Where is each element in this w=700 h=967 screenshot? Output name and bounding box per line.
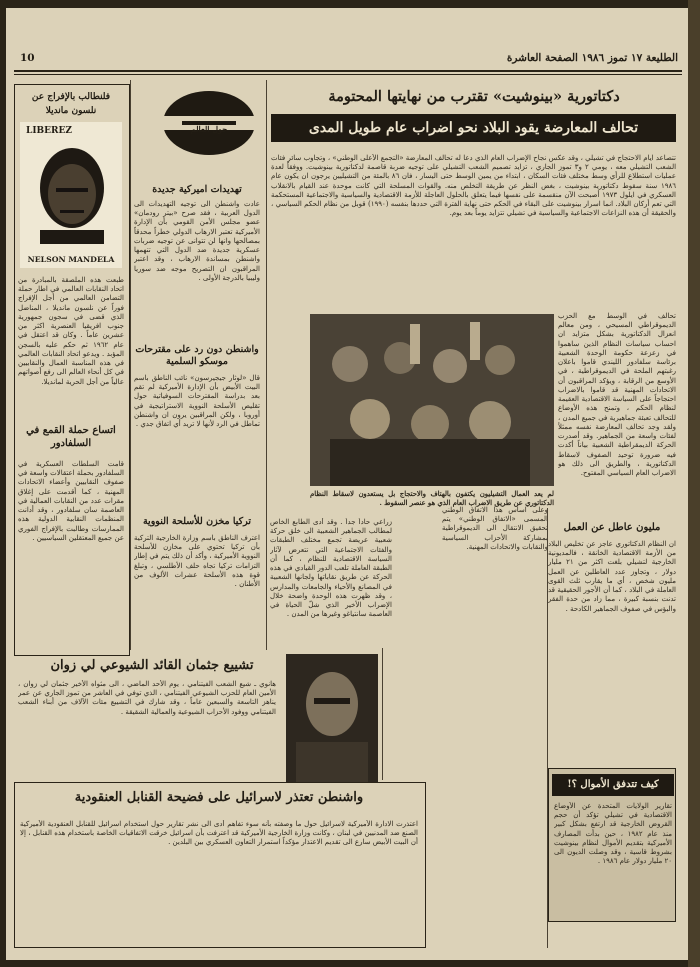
- lead-kicker: دكتاتورية «بينوشيت» تقترب من نهايتها المحتومة: [328, 88, 620, 105]
- newspaper-page: [6, 8, 688, 960]
- le-duan-photo: [286, 654, 378, 782]
- salvador-headline: اتساع حملة القمع في السلفادور: [26, 425, 116, 449]
- logo-label: حول العالم: [190, 124, 228, 134]
- mandela-poster: [20, 122, 122, 268]
- column-rule: [266, 80, 267, 650]
- chile-debt-headline: مليون عاطل عن العمل: [563, 522, 661, 533]
- israel-bombs-headline: واشنطن تعتذر لاسرائيل على فضيحة القنابل العنقودية: [74, 790, 364, 805]
- lead-body: تتصاعد ايام الاحتجاج في تشيلي ، وقد عكس نجاح الإضراب العام الذي دعا له تحالف المعارضة «التجمع الأعلى الوطني» ، وتجاوب سائر فئات الشعب التشيلي معه ، يومي ٢ و٣ تموز الجاري ، تزايد تصميم الشعب التشيلي على توجيه ضربة قاصمة لدكتاتورية بينوشيت. ووفقاً لعدة عمليات استطلاع للرأي وسط مختلف فئات السكان ، ابتداء من يمين الوسط حتى اليسار ، فان ٨٦ بالمئة من التشيليين يرجون ان يكون عام ١٩٨٦ سنة سقوط دكتاتورية بينوشيت ، بغض النظر عن طريقة التخلص منه. والقوات المسلحة التي كانت موحدة عند القيام بالانقلاب العسكري في ايلول ١٩٧٣ أصبحت الآن منقسمة على نفسها فيما يتعلق بالحلول العاجلة للأزمة الاقتصادية والسياسية والاجتماعية المستحكمة التي تعم أركان البلاد. انما اسرار بينوشيت على البقاء في الحكم حتى نهاية الفترة التي حددها بنفسه (١٩٩٠) قوبل من نظام الحكم السياسي ، والحقيقة أن هذه النزاعات الاجتماعية والسياسية في تشيلي تتزايد يوماً بعد يوم.: [271, 154, 676, 218]
- chile-middle-body: زراعي حاداً جداً . وقد أدى الطابع الخاص لمطالب الجماهير الشعبية الى خلق حركة شعبية عريضة تجمع مختلف الطبقات والفئات الاجتماعية التي تتعرض لآثار السياسة الاقتصادية للنظام ، كما أن الطبقة العاملة تلعب الدور القيادي في هذه الحركة عن طريق نقاباتها ولجانها الشعبية في المصانع والأحياء والجامعات والمدارس ، وقد ظهرت هذه الوحدة واضحة خلال الإضراب الأخير الذي شلّ الحياة في العاصمة سانتياغو وغيرها من المدن .: [270, 518, 392, 619]
- globe-icon: [154, 88, 264, 158]
- page-number: 10: [20, 52, 35, 64]
- turkey-headline: تركيا مخزن للأسلحة النووية: [142, 516, 252, 527]
- funds-body: تقارير الولايات المتحدة عن الأوضاع الاقتصادية في تشيلي تؤكد أن حجم القروض الخارجية قد ارتفع بشكل كبير منذ عام ١٩٨٢ ، حين بدأت المصارف الأميركية بتقديم الأموال لنظام بينوشيت بشروط قاسية ، وقد وصلت الديون الى ٢٠ مليار دولار عام ١٩٨٦ .: [554, 802, 672, 866]
- usa-threats-body: عادت واشنطن الى توجيه التهديدات الى الدول العربية ، فقد صرح «بيتر رودمان» عضو مجلس الأمن القومي بأن الإدارة الأميركية تعتبر الارهاب الدولي خطراً محدقاً بمصالحها وانها لن تتوانى عن توجيه ضربات عسكرية جديدة ضد الدول التي تتهمها واشنطن بمساندة الارهاب ، وقد اعتبر المراقبون ان التصريح موجه ضد سوريا وليبيا بالدرجة الأولى .: [134, 200, 260, 282]
- funds-headline: كيف تتدفق الأموال ؟!: [552, 774, 674, 796]
- column-rule: [382, 648, 383, 780]
- page-binding: [688, 0, 700, 967]
- chile-debt-body: ان النظام الدكتاتوري عاجز عن تخليص البلاد من الأزمة الاقتصادية الخانقة ، فالمديونية الخارجية لتشيلي بلغت اكثر من ٢١ مليار دولار ، وتجاوز عدد العاطلين عن العمل مليون شخص ، أي ما يقارب ثلث القوى العاملة في البلاد ، كما أن الأجور الحقيقية قد تدنت بنسبة كبيرة ، مما زاد من حدة الفقر والبؤس في صفوف الجماهير الكادحة .: [548, 540, 676, 613]
- usa-threats-headline: تهديدات اميركية جديدة: [152, 184, 242, 195]
- moscow-body: قال «لوثار جيجيرسون» نائب الناطق باسم البيت الأبيض بأن الإدارة الأميركية لم تقم بعد بدراسة المقترحات السوفياتية حول تقليص الأسلحة النووية الاستراتيجية في أوروبا ، ولكن المراقبين يرون ان واشنطن تماطل في الرد لأنها لا تريد أي اتفاق جدي .: [134, 374, 260, 429]
- lead-column-body: تحالف في الوسط مع الحزب الديموقراطي المسيحي ، ومن معالم انعزال الدكتاتورية بشكل متزايد ان احساب سياسات النظام الذين ساهموا في زعزعة حكومة الوحدة الشعبية برئاسة سلفادور الليندي قاموا باعلان رغبتهم الملحة في الديموقراطية ، في الأوسع من الرقابة ، ويؤكد المراقبون أن الاتحادات المهنية قد قاموا بالاضراب احتجاجاً على السياسة الاقتصادية العقيمة لنظام الحكم ، وتمنح هذه الأوضاع للتحالف تعبئة جماهيرية في جميع المدن ، ولقد وجد تحالف المعارضة نفسه ممثلاً لفئات واسعة من الجماهير. وقد أصدرت الحركة الديمقراطية الشعبية بياناً أكدت فيه ضرورة توحيد الصفوف لاسقاط الدكتاتورية ، والطريق الى ذلك هو الاضراب العام السياسي المفتوح.: [558, 312, 676, 477]
- mandela-body: طبعت هذه الملصقة بالمبادرة من اتحاد النقابات العالمي في اطار حملة التضامن العالمي من أجل الإفراج فوراً عن نلسون مانديلا ، المناضل الذي قضى في سجون جمهورية جنوب افريقيا العنصرية اكثر من عشرين عاماً . وكان قد اعتقل في عام ١٩٦٢ ثم حكم عليه بالسجن المؤبد . ويدعو اتحاد النقابات العالمي في هذه المناسبة العمال والنقابيين في كل أنحاء العالم الى رفع أصواتهم عالياً من أجل الحرية لمانديلا.: [18, 276, 124, 386]
- column-rule: [130, 80, 131, 650]
- poster-bottom-text: NELSON MANDELA: [27, 255, 115, 264]
- funeral-headline: تشييع جثمان القائد الشيوعي لي زوان: [50, 658, 254, 673]
- header-rule: [14, 70, 682, 72]
- lead-headline: تحالف المعارضة يقود البلاد نحو اضراب عام طويل المدى: [271, 114, 676, 142]
- header-rule-thin: [14, 74, 682, 75]
- world-logo: [154, 88, 264, 170]
- poster-top-text: LIBEREZ: [26, 126, 72, 136]
- turkey-body: اعترف الناطق باسم وزارة الخارجية التركية بأن تركيا تحتوي على مخازن للأسلحة النووية الأميركية ، وأكد أن ذلك يتم في إطار التزامات تركيا تجاه حلف الأطلسي ، وتبلغ قوة هذه الأسلحة عشرات الألوف من الأطنان .: [134, 534, 260, 589]
- moscow-headline: واشنطن دون رد على مقترحات موسكو السلمية: [135, 344, 259, 368]
- header-date-line: الطليعة ١٧ تموز ١٩٨٦ الصفحة العاشرة: [506, 52, 678, 64]
- lead-column-body-lower: وعلى اساس هذا الاتفاق الوطني المسمى «الاتفاق الوطني» يتم تحقيق الانتقال الى الديموقراطية بمشاركة الأحزاب السياسية والنقابات والاتحادات المهنية.: [442, 506, 548, 551]
- mandela-portrait: [30, 138, 114, 244]
- crowd-illustration: [310, 314, 554, 486]
- chile-workers-photo: [310, 314, 554, 486]
- israel-bombs-body: اعتذرت الادارة الأميركية لاسرائيل حول ما وصفته بأنه سوء تفاهم أدى الى نشر تقارير حول استخدام اسرائيل للقنابل العنقودية الأميركية الصنع ضد المدنيين في لبنان ، وكانت وزارة الخارجية الأميركية قد اعترفت بأن اسرائيل خرقت الاتفاقيات الخاصة باستخدام هذه القنابل ، إلا أن البيت الأبيض سارع الى تقديم الاعتذار مؤكداً استمرار التعاون العسكري بين البلدين .: [20, 820, 418, 847]
- chile-photo-caption: لم يعد العمال التشيليون يكتفون بالهتاف والاحتجاج بل يستعدون لاسقاط النظام الدكتاتوري عن طريق الاضراب العام الذي هو عنصر السقوط .: [310, 490, 554, 507]
- page-header: [20, 42, 678, 64]
- portrait-illustration: [286, 654, 378, 782]
- mandela-headline-1: فلنطالب بالإفراج عن: [31, 92, 111, 102]
- salvador-body: قامت السلطات العسكرية في السلفادور بحملة اعتقالات واسعة في صفوف النقابيين وأعضاء الاتحادات المهنية ، كما أقدمت على إغلاق مقرات عدد من النقابات العمالية في العاصمة سان سلفادور ، وقد أدانت المنظمات النقابية الدولية هذه الممارسات وطالبت بالإفراج الفوري عن جميع المعتقلين السياسيين .: [18, 460, 124, 542]
- funeral-body: هانوي ـ شيع الشعب الفيتنامي ، يوم الأحد الماضي ، الى مثواه الأخير جثمان لي زوان ، الأمين العام للحزب الشيوعي الفيتنامي ، الذي توفي في العاشر من تموز الجاري عن عمر يناهز التاسعة والسبعين عاماً ، وقد شارك في التشييع مئات الآلاف من أبناء الشعب الفيتنامي ووفود الأحزاب الشيوعية والعمالية الشقيقة .: [18, 680, 276, 716]
- mandela-headline-2: نلسون مانديلا: [45, 106, 97, 116]
- column-rule: [547, 508, 548, 948]
